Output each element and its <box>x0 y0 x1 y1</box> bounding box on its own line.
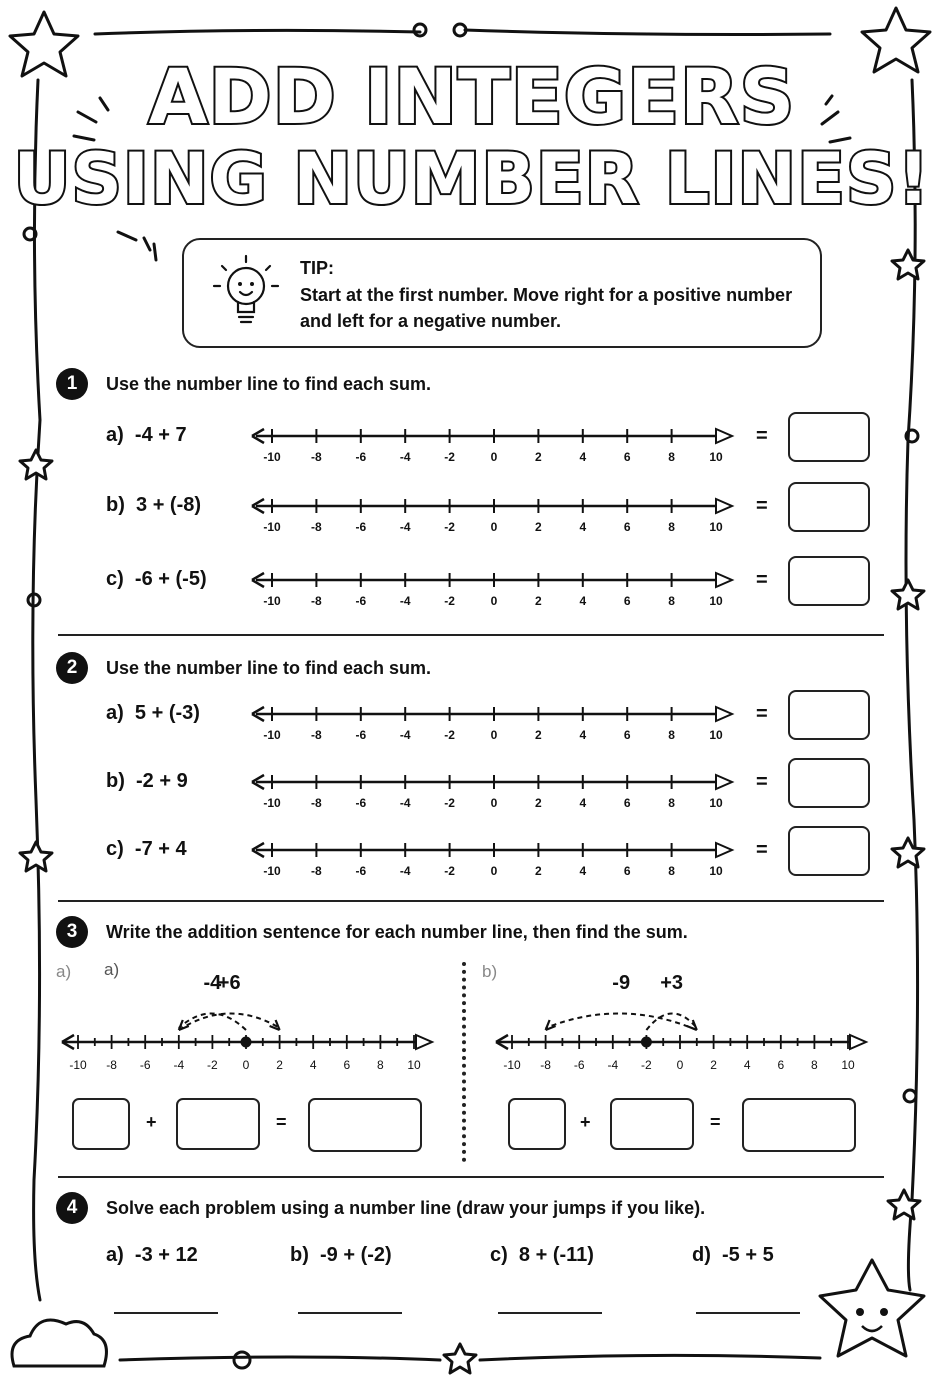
problem-label: a) <box>106 702 124 724</box>
tick-label: -4 <box>399 520 411 534</box>
plus-sign: + <box>580 1112 591 1132</box>
answer-blank-4d[interactable] <box>696 1312 800 1314</box>
answer-box[interactable] <box>788 826 870 876</box>
tick-label: -10 <box>263 450 281 464</box>
section-1-number: 1 <box>56 368 88 400</box>
star-icon <box>20 842 52 871</box>
tick-label: 8 <box>811 1058 818 1072</box>
tick-label: 6 <box>623 796 631 810</box>
right-arrow-icon <box>716 707 732 721</box>
tick-label: -6 <box>139 1058 151 1072</box>
tick-label: -10 <box>263 864 281 878</box>
tick-label: -4 <box>173 1058 185 1072</box>
tick-label: 10 <box>709 864 723 878</box>
tick-label: 2 <box>535 594 542 608</box>
tick-label: 6 <box>623 864 631 878</box>
right-arrow-icon <box>416 1035 432 1049</box>
tick-label: -10 <box>263 728 281 742</box>
problem-label: c) <box>106 838 124 860</box>
tick-label: -8 <box>311 520 322 534</box>
answer-blank-4c[interactable] <box>498 1312 602 1314</box>
problem-label: a) <box>106 424 124 446</box>
tick-label: -2 <box>444 796 455 810</box>
right-arrow-icon <box>716 843 732 857</box>
problem-4a <box>106 1244 198 1267</box>
dotted-separator <box>462 962 466 1162</box>
part-b-first-addend-box[interactable] <box>508 1098 566 1150</box>
right-arrow-icon <box>716 775 732 789</box>
answer-box[interactable] <box>788 412 870 462</box>
tick-label: 8 <box>377 1058 384 1072</box>
problem-2 <box>106 494 201 517</box>
star-icon <box>892 838 924 867</box>
star-icon <box>892 580 924 609</box>
star-icon <box>888 1190 920 1219</box>
number-line <box>250 496 740 516</box>
tick-label: 2 <box>535 728 542 742</box>
plus-sign: + <box>146 1112 157 1132</box>
tick-label: 0 <box>676 1058 684 1072</box>
number-line <box>250 426 740 446</box>
equals-sign: = <box>756 569 768 591</box>
number-line <box>250 704 740 724</box>
lightbulb-icon <box>206 252 286 336</box>
problem-label: b) <box>290 1244 309 1266</box>
section-1-instruction: Use the number line to find each sum. <box>106 374 432 394</box>
problem-2 <box>106 770 188 793</box>
right-arrow-icon <box>850 1035 866 1049</box>
tick-label: 0 <box>490 864 498 878</box>
tick-label: 8 <box>668 520 675 534</box>
tick-label: 4 <box>579 450 587 464</box>
equals-sign: = <box>756 425 768 447</box>
page-title-line2: USING NUMBER LINES! <box>13 138 931 220</box>
number-line <box>250 772 740 792</box>
tick-label: 10 <box>709 520 723 534</box>
tick-label: 6 <box>343 1058 351 1072</box>
tick-label: 4 <box>309 1058 317 1072</box>
tick-label: -10 <box>263 594 281 608</box>
tick-label: -6 <box>355 796 367 810</box>
tick-label: -2 <box>444 520 455 534</box>
tick-label: 6 <box>623 594 631 608</box>
tick-label: -8 <box>311 796 322 810</box>
problem-3 <box>106 568 207 591</box>
star-icon <box>892 250 924 279</box>
tick-label: 4 <box>579 864 587 878</box>
problem-label: b) <box>106 770 125 792</box>
tick-label: -8 <box>311 864 322 878</box>
divider <box>58 1176 884 1178</box>
jump-label: +3 <box>660 972 683 994</box>
tick-label: -6 <box>355 450 367 464</box>
tick-label: -2 <box>444 864 455 878</box>
tick-label: 0 <box>242 1058 250 1072</box>
tick-label: -6 <box>355 594 367 608</box>
problem-expression: -5 + 5 <box>722 1244 774 1266</box>
answer-box[interactable] <box>788 556 870 606</box>
tick-label: -2 <box>444 728 455 742</box>
tip-box <box>182 238 822 348</box>
problem-expression: -3 + 12 <box>134 1244 198 1266</box>
section-3-instruction: Write the addition sentence for each number line, then find the sum. <box>106 922 688 942</box>
problem-1 <box>106 424 187 447</box>
tick-label: 2 <box>535 796 542 810</box>
answer-box[interactable] <box>788 690 870 740</box>
tick-label: 0 <box>490 520 498 534</box>
start-point <box>641 1037 652 1048</box>
equals-sign: = <box>276 1112 287 1132</box>
tick-label: 8 <box>668 450 675 464</box>
tick-label: -8 <box>540 1058 551 1072</box>
tick-label: 10 <box>709 450 723 464</box>
tick-label: -10 <box>503 1058 521 1072</box>
tick-label: 4 <box>579 728 587 742</box>
equals-sign: = <box>756 771 768 793</box>
problem-expression: -6 + (-5) <box>134 568 207 590</box>
number-line <box>250 840 740 860</box>
tick-label: 8 <box>668 594 675 608</box>
equals-sign: = <box>756 703 768 725</box>
problem-expression: 3 + (-8) <box>136 494 202 516</box>
jump-arc <box>546 1013 697 1030</box>
part-a-outer-label: a) <box>56 962 72 981</box>
tick-label: 4 <box>579 520 587 534</box>
problem-expression: -4 + 7 <box>134 424 187 446</box>
tick-label: -8 <box>106 1058 117 1072</box>
right-arrow-icon <box>716 499 732 513</box>
section-3-number: 3 <box>56 916 88 948</box>
part-b-second-addend-box[interactable] <box>610 1098 694 1150</box>
tick-label: -4 <box>607 1058 619 1072</box>
part-a-first-addend-box[interactable] <box>72 1098 130 1150</box>
equals-sign: = <box>710 1112 721 1132</box>
tick-label: 8 <box>668 796 675 810</box>
right-arrow-icon <box>716 429 732 443</box>
problem-label: b) <box>106 494 125 516</box>
tick-label: -4 <box>399 864 411 878</box>
star-icon <box>20 450 52 479</box>
tick-label: 10 <box>709 594 723 608</box>
tick-label: 2 <box>535 520 542 534</box>
tick-label: 0 <box>490 728 498 742</box>
tick-label: -4 <box>399 796 411 810</box>
tick-label: 10 <box>841 1058 855 1072</box>
jump-label: -9 <box>612 972 631 994</box>
equals-sign: = <box>756 495 768 517</box>
answer-box[interactable] <box>788 758 870 808</box>
tick-label: -10 <box>263 520 281 534</box>
section-2-number: 2 <box>56 652 88 684</box>
tick-label: 6 <box>623 450 631 464</box>
jump-label: +6 <box>217 972 241 994</box>
section-4-instruction: Solve each problem using a number line (draw your jumps if you like). <box>106 1198 706 1218</box>
tick-label: 4 <box>579 796 587 810</box>
problem-label: c) <box>106 568 124 590</box>
jump-label: -4 <box>203 972 222 994</box>
problem-expression: 5 + (-3) <box>134 702 200 724</box>
number-line <box>250 570 740 590</box>
tick-label: -2 <box>444 450 455 464</box>
part-a-inner-label: a) <box>104 960 120 979</box>
tip-text: Start at the first number. Move right for a positive number and left for a negative number. <box>300 285 793 331</box>
tick-label: -2 <box>207 1058 218 1072</box>
problem-label: c) <box>490 1244 508 1266</box>
tick-label: 8 <box>668 728 675 742</box>
tick-label: 2 <box>276 1058 283 1072</box>
problem-label: a) <box>106 1244 124 1266</box>
tick-label: -6 <box>355 520 367 534</box>
tick-label: 0 <box>490 594 498 608</box>
tick-label: -10 <box>263 796 281 810</box>
problem-4c <box>490 1244 594 1267</box>
tick-label: -6 <box>355 728 367 742</box>
star-icon <box>444 1344 476 1373</box>
tick-label: 8 <box>668 864 675 878</box>
tick-label: 2 <box>535 864 542 878</box>
problem-4b <box>290 1244 392 1267</box>
tick-label: -2 <box>641 1058 652 1072</box>
tick-label: 4 <box>579 594 587 608</box>
page-title-line1: ADD INTEGERS <box>148 52 796 141</box>
problem-expression: 8 + (-11) <box>518 1244 594 1266</box>
part-a-second-addend-box[interactable] <box>176 1098 260 1150</box>
problem-4d <box>692 1244 774 1267</box>
tick-label: 0 <box>490 796 498 810</box>
tick-label: 6 <box>777 1058 785 1072</box>
start-point <box>241 1037 252 1048</box>
section-4-number: 4 <box>56 1192 88 1224</box>
answer-blank-4a[interactable] <box>114 1312 218 1314</box>
tick-label: -10 <box>69 1058 87 1072</box>
problem-expression: -7 + 4 <box>134 838 187 860</box>
tick-label: -4 <box>399 450 411 464</box>
right-arrow-icon <box>716 573 732 587</box>
tick-label: -4 <box>399 728 411 742</box>
divider <box>58 634 884 636</box>
part-a-sum-box[interactable] <box>308 1098 422 1152</box>
part-b-label: b) <box>482 962 498 981</box>
cloud-icon <box>12 1320 106 1366</box>
answer-box[interactable] <box>788 482 870 532</box>
equals-sign: = <box>756 839 768 861</box>
part-b-sum-box[interactable] <box>742 1098 856 1152</box>
tick-label: -8 <box>311 728 322 742</box>
tick-label: 6 <box>623 728 631 742</box>
tick-label: -8 <box>311 594 322 608</box>
section-2-instruction: Use the number line to find each sum. <box>106 658 432 678</box>
tick-label: 10 <box>709 728 723 742</box>
tick-label: -2 <box>444 594 455 608</box>
tip-label: TIP: <box>300 258 334 278</box>
tick-label: -6 <box>355 864 367 878</box>
problem-expression: -2 + 9 <box>136 770 188 792</box>
tick-label: 10 <box>407 1058 421 1072</box>
divider <box>58 900 884 902</box>
problem-1 <box>106 702 200 725</box>
tick-label: -6 <box>573 1058 585 1072</box>
tick-label: 6 <box>623 520 631 534</box>
problem-expression: -9 + (-2) <box>320 1244 392 1266</box>
answer-blank-4b[interactable] <box>298 1312 402 1314</box>
tick-label: 4 <box>743 1058 751 1072</box>
problem-label: d) <box>692 1244 711 1266</box>
tick-label: 2 <box>535 450 542 464</box>
tick-label: -4 <box>399 594 411 608</box>
tick-label: 10 <box>709 796 723 810</box>
tick-label: 2 <box>710 1058 717 1072</box>
problem-3 <box>106 838 187 861</box>
tick-label: 0 <box>490 450 498 464</box>
jump-arc <box>179 1013 280 1030</box>
tick-label: -8 <box>311 450 322 464</box>
